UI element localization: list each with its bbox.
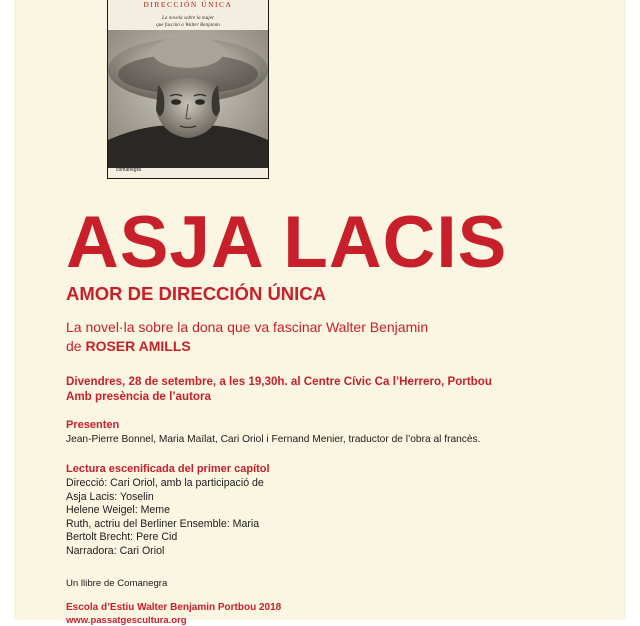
reading-credit-line: Asja Lacis: Yoselin xyxy=(66,490,154,503)
book-publisher-note: Un llibre de Comanegra xyxy=(66,578,168,589)
cover-subtitle-line: que fascinó a Walter Benjamin xyxy=(156,22,220,28)
reading-credit-line: Helene Weigel: Meme xyxy=(66,504,171,517)
presenters-list: Jean-Pierre Bonnel, Maria Maïlat, Cari Oriol i Fernand Menier, traductor de l’obra al francès. xyxy=(66,434,481,445)
cover-title: DIRECCIÓN ÚNICA xyxy=(143,0,233,9)
reading-credit-line: Direcció: Cari Oriol, amb la participació de xyxy=(66,477,264,489)
event-author-presence: Amb presència de l’autora xyxy=(66,390,211,403)
event-subtitle: AMOR DE DIRECCIÓN ÚNICA xyxy=(66,283,327,304)
reading-credit-line: Narradora: Cari Oriol xyxy=(66,544,165,557)
summer-school: Escola d’Estiu Walter Benjamin Portbou 2018 xyxy=(66,602,282,613)
reading-credits xyxy=(66,477,264,559)
tagline-author-line xyxy=(66,337,428,356)
event-details xyxy=(66,374,492,404)
event-title: ASJA LACIS xyxy=(66,202,508,283)
cover-publisher: comanegra xyxy=(116,167,142,173)
event-date-venue: Divendres, 28 de setembre, a les 19,30h. al Centre Cívic Ca l’Herrero, Portbou xyxy=(66,375,492,388)
presenters-heading: Presenten xyxy=(66,419,120,431)
tagline-line: La novel·la sobre la dona que va fascinar Walter Benjamin xyxy=(66,319,429,335)
book-cover xyxy=(107,0,269,179)
reading-credit-line: Ruth, actriu del Berliner Ensemble: Maria xyxy=(66,517,260,530)
cover-subtitle xyxy=(108,15,268,29)
cover-portrait-image xyxy=(108,30,268,168)
cover-subtitle-line: La novela sobre la mujer xyxy=(162,15,214,21)
tagline xyxy=(66,318,428,356)
tagline-prefix: de xyxy=(66,338,82,354)
poster xyxy=(14,0,626,626)
website-link[interactable]: www.passatgescultura.org xyxy=(66,615,187,626)
reading-heading: Lectura escenificada del primer capítol xyxy=(66,463,270,475)
reading-credit-line: Bertolt Brecht: Pere Cid xyxy=(66,531,178,544)
author-name: ROSER AMILLS xyxy=(85,338,191,354)
